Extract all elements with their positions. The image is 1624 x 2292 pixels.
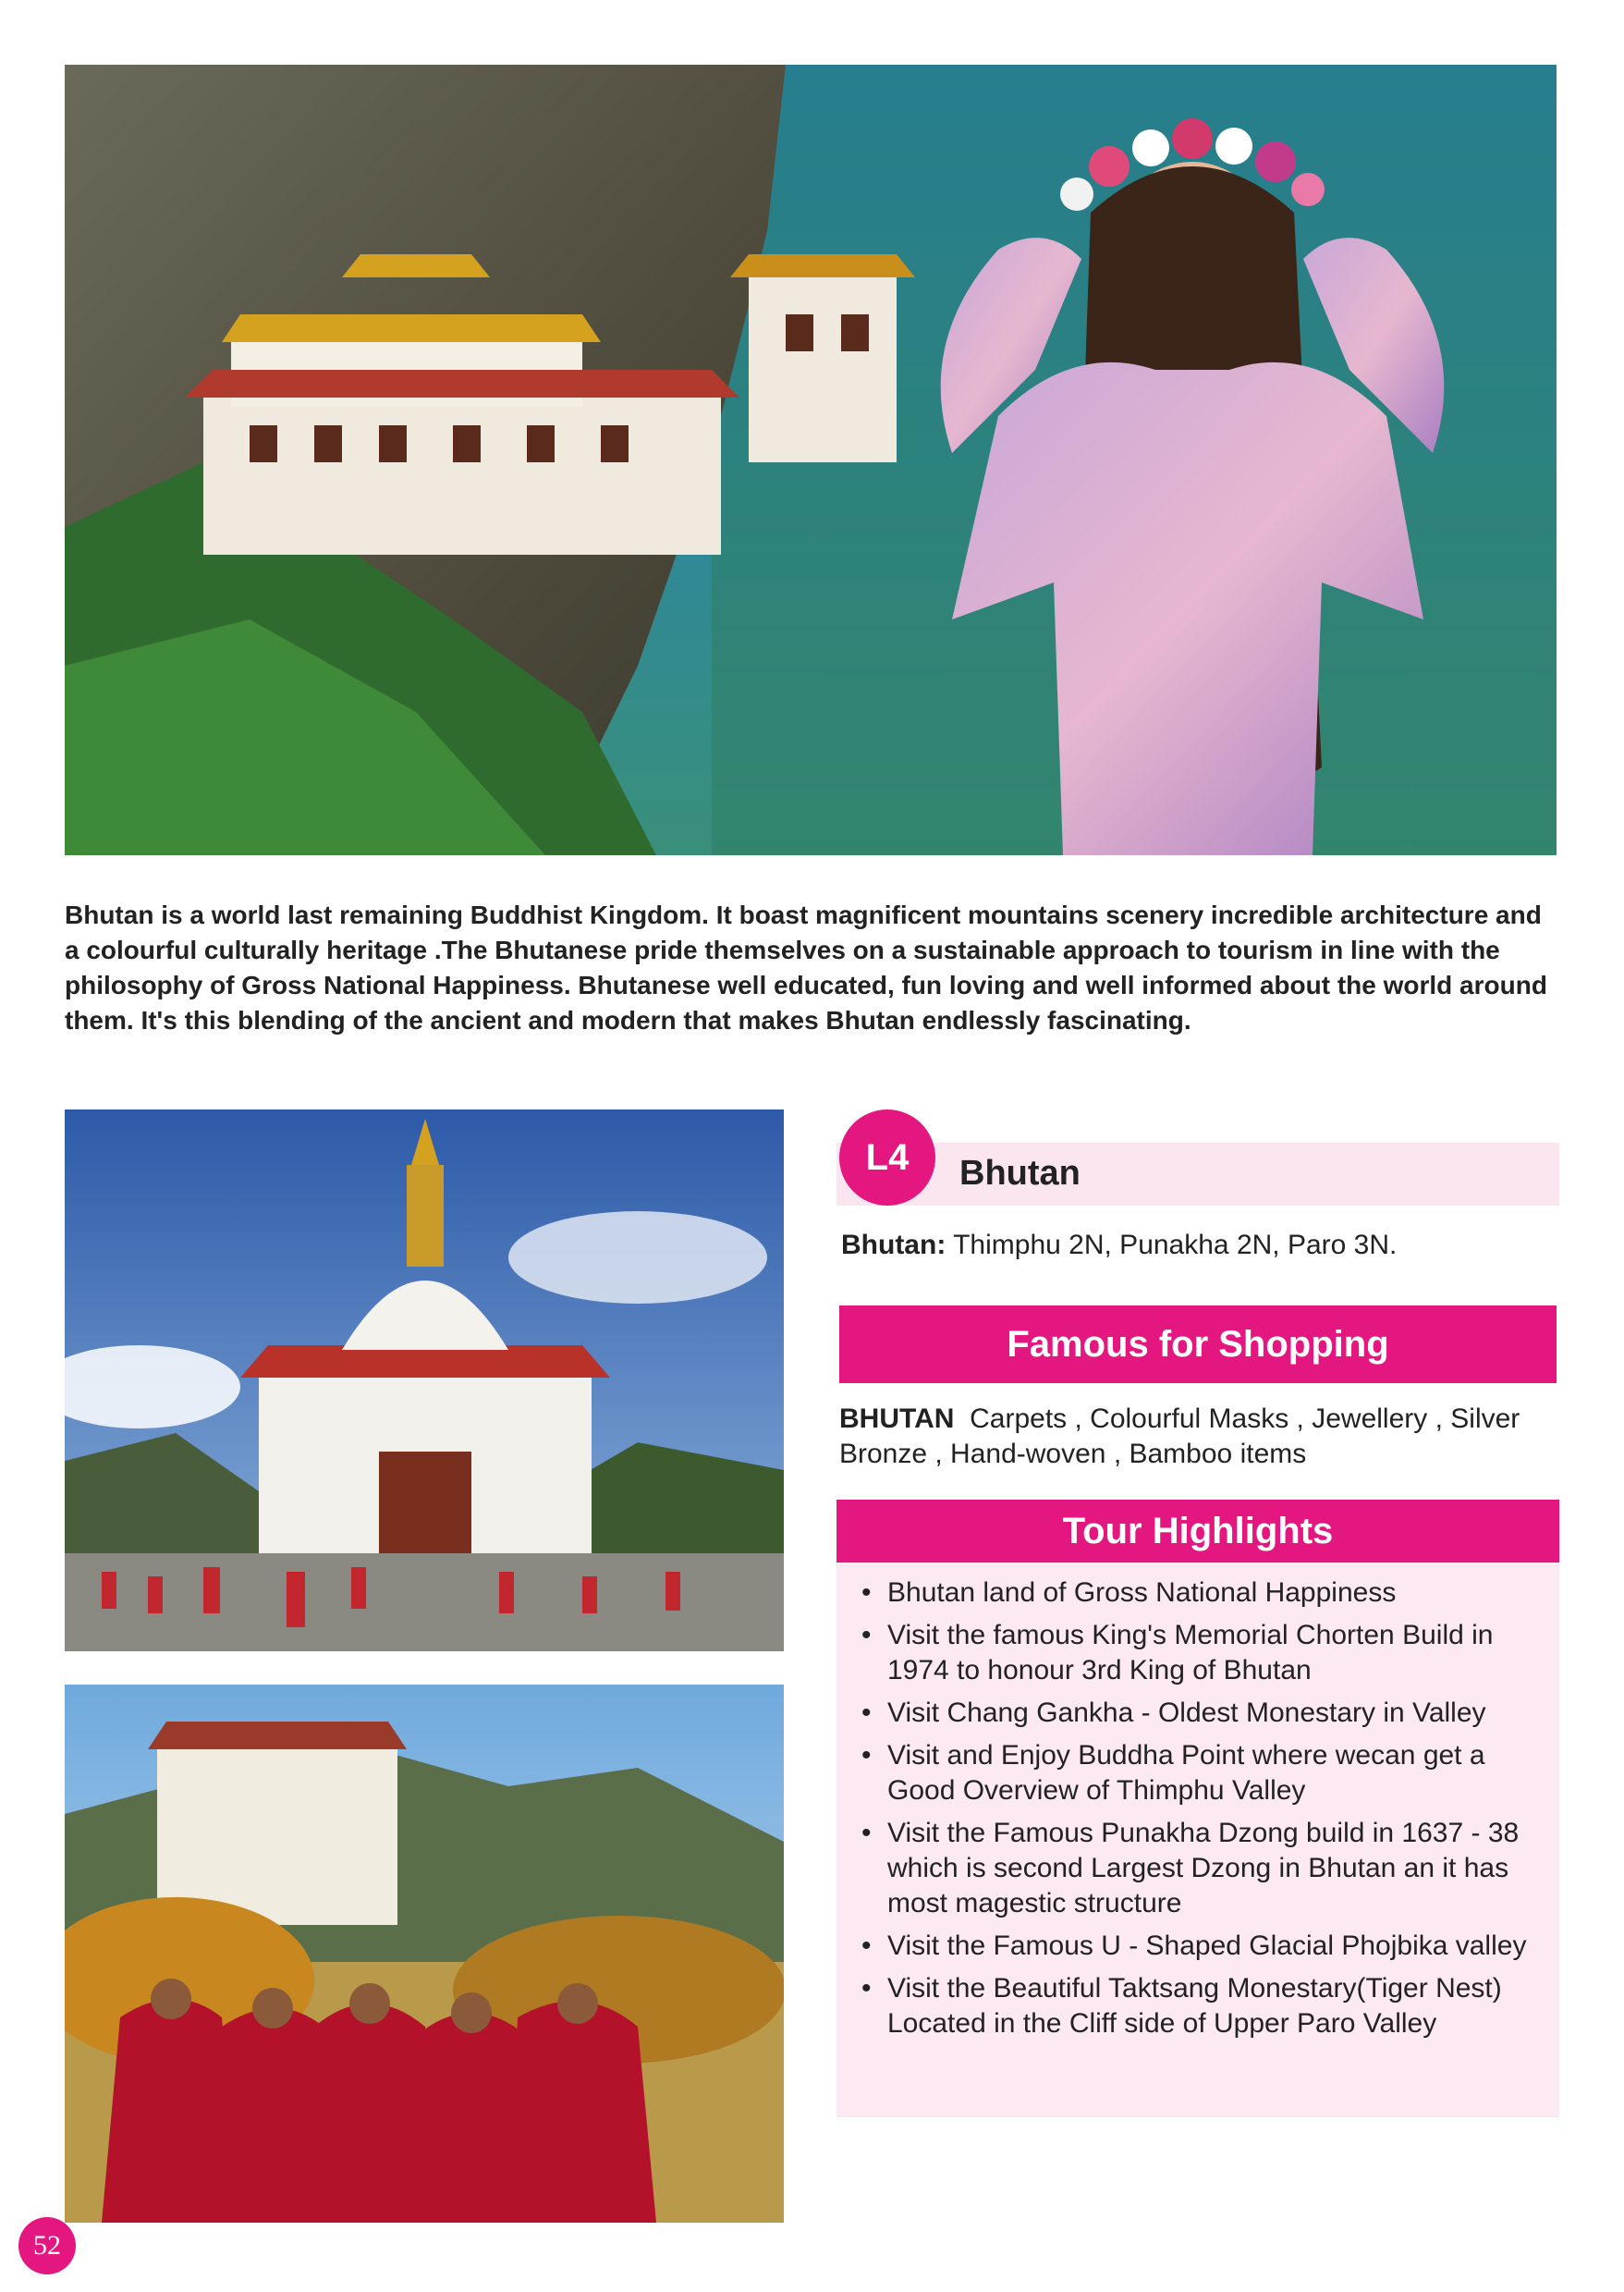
- intro-paragraph: Bhutan is a world last remaining Buddhist Kingdom. It boast magnificent mountains scenery incredible architecture and a colourful culturally heritage .The Bhutanese pride themselves on a sustainable approach to tourism in line with the philosophy of Gross National Happiness. Bhutanese well educated, fun loving and well informed about the world around them. It's this blending of the ancient and modern that makes Bhutan endlessly fascinating.: [65, 901, 1547, 1035]
- itinerary: [841, 1230, 1397, 1261]
- list-item-text: Visit Chang Gankha - Oldest Monestary in Valley: [887, 1698, 1486, 1728]
- bullet-icon: •: [861, 1740, 872, 1771]
- highlights-list: [861, 1575, 1545, 2049]
- bullet-icon: •: [861, 1930, 872, 1961]
- list-item: [861, 1696, 1545, 1731]
- list-item-text: Visit and Enjoy Buddha Point where wecan get a Good Overview of Thimphu Valley: [887, 1740, 1485, 1806]
- tour-header-bar: [836, 1143, 1559, 1206]
- bullet-icon: •: [861, 1698, 872, 1728]
- list-item: [861, 1816, 1545, 1921]
- bullet-icon: •: [861, 1818, 872, 1848]
- list-item-text: Visit the Famous Punakha Dzong build in 1637 - 38 which is second Largest Dzong in Bhutan an it has most magestic structure: [887, 1818, 1520, 1918]
- photo-memorial-chorten: [65, 1109, 784, 1651]
- bullet-icon: •: [861, 1973, 872, 2004]
- itinerary-label: Bhutan:: [841, 1230, 946, 1260]
- list-item: [861, 1929, 1545, 1964]
- shopping-text: [839, 1402, 1557, 1472]
- list-item-text: Visit the Beautiful Taktsang Monestary(Tiger Nest) Located in the Cliff side of Upper Paro Valley: [887, 1973, 1502, 2039]
- list-item: [861, 1971, 1545, 2041]
- bullet-icon: •: [861, 1577, 872, 1608]
- list-item: [861, 1575, 1545, 1611]
- list-item-text: Bhutan land of Gross National Happiness: [887, 1577, 1397, 1608]
- bullet-icon: •: [861, 1620, 872, 1650]
- shopping-heading: Famous for Shopping: [839, 1305, 1557, 1383]
- list-item: [861, 1618, 1545, 1688]
- shopping-items: Carpets , Colourful Masks , Jewellery , Silver Bronze , Hand-woven , Bamboo items: [839, 1403, 1520, 1469]
- list-item-text: Visit the famous King's Memorial Chorten Build in 1974 to honour 3rd King of Bhutan: [887, 1620, 1494, 1685]
- highlights-heading: Tour Highlights: [836, 1500, 1559, 1563]
- photo-young-monks: [65, 1685, 784, 2223]
- page-number: 52: [18, 2217, 76, 2274]
- tour-title: Bhutan: [959, 1154, 1081, 1193]
- list-item-text: Visit the Famous U - Shaped Glacial Phojbika valley: [887, 1930, 1527, 1961]
- list-item: [861, 1738, 1545, 1808]
- itinerary-text: Thimphu 2N, Punakha 2N, Paro 3N.: [953, 1230, 1398, 1260]
- hero-photo-tigers-nest: [65, 65, 1557, 855]
- shopping-label: BHUTAN: [839, 1403, 955, 1434]
- tour-code-badge: L4: [839, 1109, 935, 1206]
